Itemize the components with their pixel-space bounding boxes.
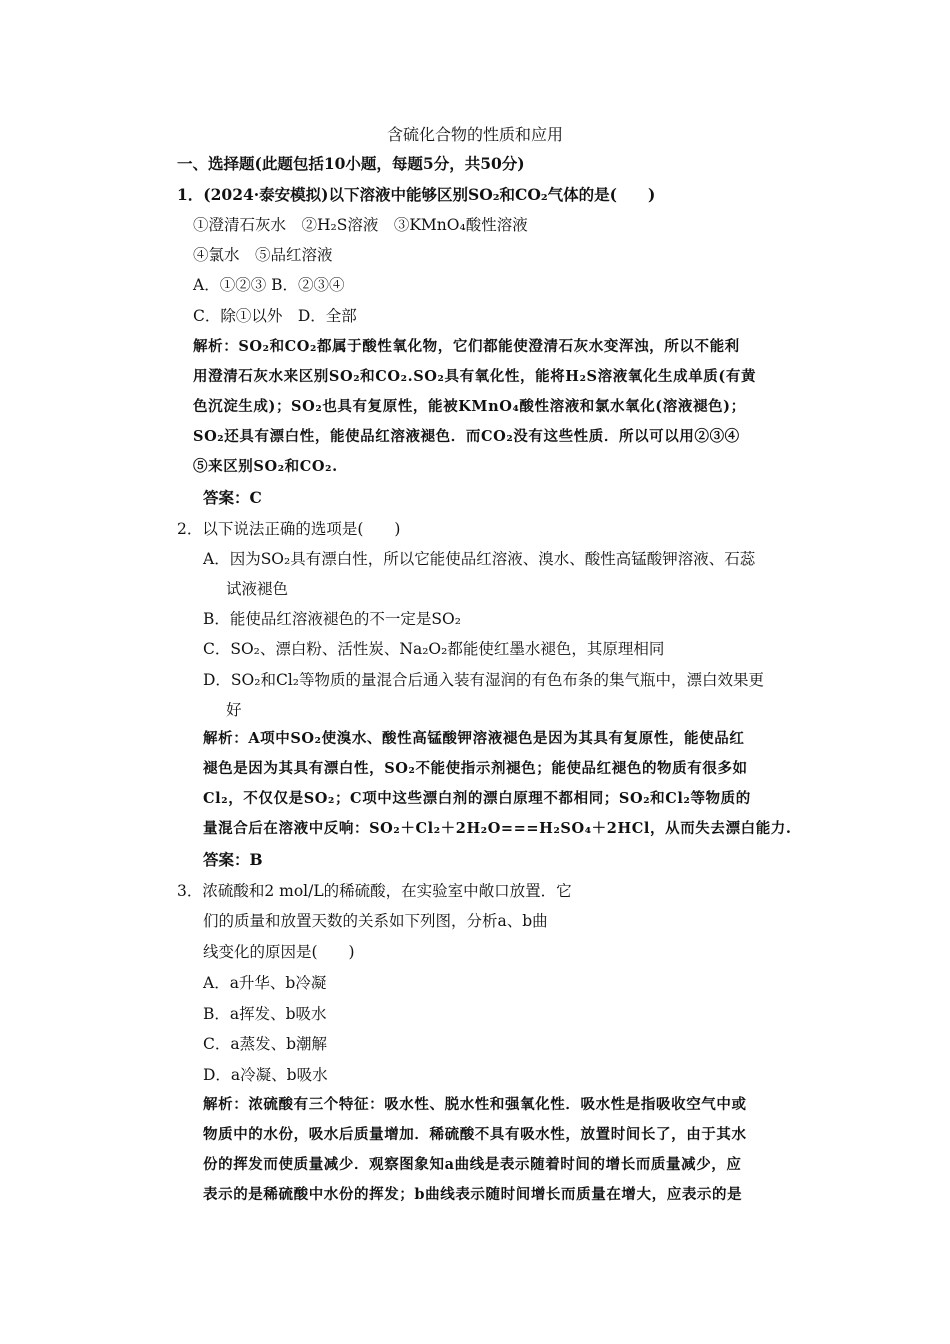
question-2-option-d-line-2: 好 <box>226 701 242 719</box>
page-title: 含硫化合物的性质和应用 <box>386 125 563 144</box>
question-2-analysis-line-1 <box>203 728 744 750</box>
question-2-analysis-line-2: 褪色是因为其具有漂白性，SO₂不能使指示剂褪色；能使品红褪色的物质有很多如 <box>203 760 748 777</box>
analysis-text: A项中SO₂使溴水、酸性高锰酸钾溶液褪色是因为其具有复原性，能使品红 <box>248 730 745 747</box>
question-3-option-a: A．a升华、b冷凝 <box>203 974 327 992</box>
answer-value: B <box>249 850 263 869</box>
question-2-option-b: B．能使品红溶液褪色的不一定是SO₂ <box>203 610 461 628</box>
question-2-option-a-line-1: A．因为SO₂具有漂白性，所以它能使品红溶液、溴水、酸性高锰酸钾溶液、石蕊 <box>203 550 756 568</box>
analysis-label: 解析： <box>193 338 239 355</box>
answer-label: 答案： <box>203 850 250 869</box>
analysis-text: 浓硫酸有三个特征：吸水性、脱水性和强氧化性．吸水性是指吸收空气中或 <box>248 1096 747 1113</box>
question-1-source: (2024·泰安模拟) <box>203 185 329 204</box>
question-3-stem-line-3: 线变化的原因是( ) <box>203 943 355 961</box>
question-2-option-a-line-2: 试液褪色 <box>226 580 289 598</box>
question-1-analysis-line-2: 用澄清石灰水来区别SO₂和CO₂.SO₂具有氧化性，能将H₂S溶液氧化生成单质(有黄 <box>193 368 757 385</box>
question-1-analysis-line-5: ⑤来区别SO₂和CO₂. <box>193 458 338 475</box>
question-3-option-b: B．a挥发、b吸水 <box>203 1005 327 1023</box>
question-1-options-ab: A．①②③ B．②③④ <box>193 276 345 294</box>
question-1-stem <box>177 184 655 206</box>
question-3-option-c: C．a蒸发、b潮解 <box>203 1035 328 1053</box>
analysis-text: SO₂和CO₂都属于酸性氧化物，它们都能使澄清石灰水变浑浊，所以不能利 <box>238 338 740 355</box>
question-1-number: 1． <box>177 185 204 204</box>
question-2-option-d-line-1: D．SO₂和Cl₂等物质的量混合后通入装有湿润的有色布条的集气瓶中，漂白效果更 <box>203 671 764 689</box>
question-2-option-c: C．SO₂、漂白粉、活性炭、Na₂O₂都能使红墨水褪色，其原理相同 <box>203 640 665 658</box>
analysis-label: 解析： <box>203 730 249 747</box>
question-1-analysis-line-4: SO₂还具有漂白性，能使品红溶液褪色．而CO₂没有这些性质．所以可以用②③④ <box>193 428 740 445</box>
question-3-analysis-line-4: 表示的是稀硫酸中水份的挥发；b曲线表示随时间增长而质量在增大，应表示的是 <box>203 1186 743 1203</box>
question-3-stem-line-2: 们的质量和放置天数的关系如下列图，分析a、b曲 <box>203 912 548 930</box>
question-2-analysis-line-4: 量混合后在溶液中反响：SO₂＋Cl₂＋2H₂O===H₂SO₄＋2HCl，从而失去漂白能力. <box>203 820 792 837</box>
question-3-analysis-line-2: 物质中的水份，吸水后质量增加．稀硫酸不具有吸水性，放置时间长了，由于其水 <box>203 1126 747 1143</box>
question-3-option-d: D．a冷凝、b吸水 <box>203 1066 328 1084</box>
question-1-analysis-line-1 <box>193 336 740 358</box>
question-1-text: 以下溶液中能够区别SO₂和CO₂气体的是( ) <box>328 185 656 204</box>
answer-value: C <box>249 488 262 507</box>
question-1-items-line-1: ①澄清石灰水 ②H₂S溶液 ③KMnO₄酸性溶液 <box>193 216 528 234</box>
question-1-items-line-2: ④氯水 ⑤品红溶液 <box>193 246 333 264</box>
answer-label: 答案： <box>203 488 250 507</box>
question-3-analysis-line-1 <box>203 1094 747 1116</box>
question-3-analysis-line-3: 份的挥发而使质量减少．观察图象知a曲线是表示随着时间的增长而质量减少，应 <box>203 1156 742 1173</box>
question-2-analysis-line-3: Cl₂，不仅仅是SO₂；C项中这些漂白剂的漂白原理不都相同；SO₂和Cl₂等物质的 <box>203 790 751 807</box>
question-2-answer <box>203 849 263 871</box>
section-heading: 一、选择题(此题包括10小题，每题5分，共50分) <box>177 154 525 173</box>
question-2-stem: 2．以下说法正确的选项是( ) <box>177 520 401 538</box>
question-1-analysis-line-3: 色沉淀生成)；SO₂也具有复原性，能被KMnO₄酸性溶液和氯水氧化(溶液褪色)； <box>193 398 746 415</box>
analysis-label: 解析： <box>203 1096 249 1113</box>
question-1-options-cd: C．除①以外 D．全部 <box>193 307 357 325</box>
question-3-stem-line-1: 3．浓硫酸和2 mol/L的稀硫酸，在实验室中敞口放置．它 <box>177 882 572 900</box>
question-1-answer <box>203 487 262 509</box>
